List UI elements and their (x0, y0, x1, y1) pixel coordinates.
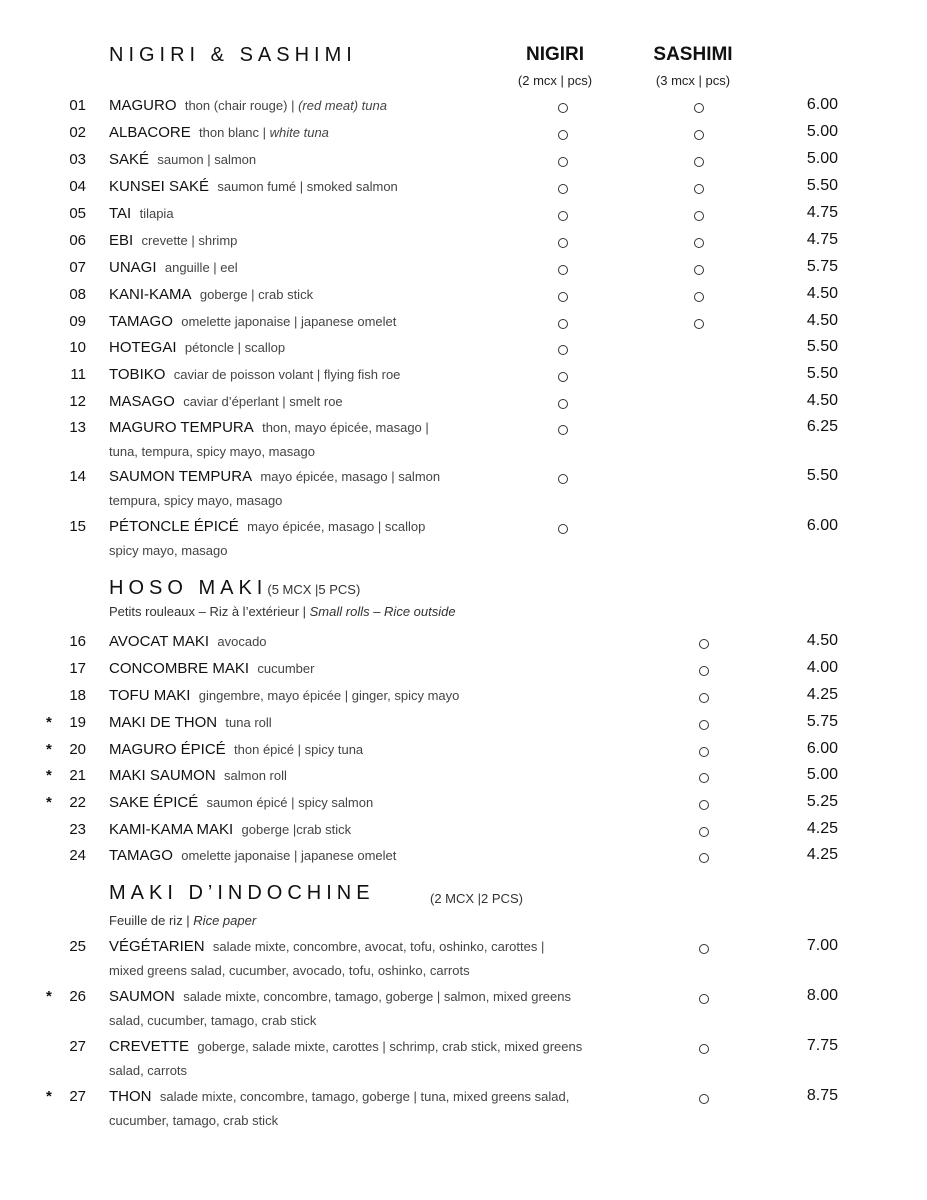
section-subtitle-maki-indochine: Feuille de riz | Rice paper (109, 913, 257, 928)
item-price: 5.75 (806, 713, 838, 730)
column-header-sashimi: SASHIMI (653, 44, 733, 65)
item-description: mayo épicée, masago | scallop (247, 519, 426, 534)
sashimi-available-icon (699, 944, 709, 954)
item-price: 4.75 (806, 204, 838, 221)
item-price: 4.50 (806, 392, 838, 409)
item-description-continued: tempura, spicy mayo, masago (109, 493, 283, 508)
nigiri-available-icon (558, 372, 568, 382)
item-description: caviar de poisson volant | flying fish roe (173, 367, 401, 382)
menu-item (109, 684, 609, 708)
item-number: 07 (69, 259, 86, 276)
sashimi-available-icon (699, 720, 709, 730)
item-description: omelette japonaise | japanese omelet (181, 848, 397, 863)
spicy-marker: * (46, 1088, 52, 1105)
spicy-marker: * (46, 714, 52, 731)
item-price: 7.00 (806, 937, 838, 954)
sashimi-available-icon (699, 693, 709, 703)
menu-item (109, 148, 609, 172)
section-title-nigiri-sashimi: NIGIRI & SASHIMI (109, 44, 357, 66)
section-suffix: (5 MCX |5 PCS) (267, 582, 361, 597)
item-name: TOFU MAKI (109, 687, 191, 704)
item-number: 18 (69, 687, 86, 704)
item-description: crevette | shrimp (141, 233, 238, 248)
item-description: saumon | salmon (157, 152, 257, 167)
nigiri-available-icon (558, 238, 568, 248)
item-number: 27 (69, 1038, 86, 1055)
item-name: KUNSEI SAKÉ (109, 178, 210, 195)
item-number: 13 (69, 419, 86, 436)
item-name: TOBIKO (109, 366, 166, 383)
item-description: omelette japonaise | japanese omelet (181, 314, 397, 329)
section-suffix-maki-indochine: (2 MCX |2 PCS) (430, 891, 523, 906)
spicy-marker: * (46, 794, 52, 811)
item-price: 6.00 (806, 517, 838, 534)
item-description-en: (red meat) tuna (298, 98, 387, 113)
item-description-continued: cucumber, tamago, crab stick (109, 1113, 279, 1128)
item-price: 5.25 (806, 793, 838, 810)
menu-item (109, 935, 609, 983)
menu-item (109, 711, 609, 735)
item-number: 17 (69, 660, 86, 677)
nigiri-available-icon (558, 292, 568, 302)
item-description-continued: salad, cucumber, tamago, crab stick (109, 1013, 317, 1028)
item-description: thon épicé | spicy tuna (234, 742, 364, 757)
item-name: AVOCAT MAKI (109, 633, 210, 650)
item-name: MAGURO TEMPURA (109, 419, 254, 436)
menu-item (109, 791, 609, 815)
sashimi-available-icon (699, 800, 709, 810)
item-description: saumon fumé | smoked salmon (217, 179, 398, 194)
menu-item (109, 1085, 609, 1133)
item-price: 6.00 (806, 740, 838, 757)
item-number: 15 (69, 518, 86, 535)
menu-item (109, 94, 609, 118)
column-subheader-nigiri: (2 mcx | pcs) (517, 73, 593, 88)
menu-item (109, 844, 609, 868)
spicy-marker: * (46, 741, 52, 758)
item-name: CREVETTE (109, 1038, 190, 1055)
menu-item (109, 202, 609, 226)
menu-item (109, 310, 609, 334)
nigiri-available-icon (558, 265, 568, 275)
menu-item (109, 283, 609, 307)
item-description: tilapia (139, 206, 174, 221)
sashimi-available-icon (699, 1094, 709, 1104)
item-number: 25 (69, 938, 86, 955)
item-number: 20 (69, 741, 86, 758)
sashimi-available-icon (694, 130, 704, 140)
item-name: TAI (109, 205, 132, 222)
nigiri-available-icon (558, 345, 568, 355)
item-description: salmon roll (224, 768, 287, 783)
item-number: 08 (69, 286, 86, 303)
nigiri-available-icon (558, 184, 568, 194)
sashimi-available-icon (694, 238, 704, 248)
item-name: MAKI DE THON (109, 714, 218, 731)
item-number: 14 (69, 468, 86, 485)
menu-item (109, 515, 609, 563)
item-name: SAKE ÉPICÉ (109, 794, 199, 811)
item-price: 4.50 (806, 285, 838, 302)
item-price: 4.50 (806, 312, 838, 329)
sashimi-available-icon (694, 292, 704, 302)
sashimi-available-icon (699, 827, 709, 837)
item-number: 12 (69, 393, 86, 410)
item-price: 5.75 (806, 258, 838, 275)
item-name: KAMI-KAMA MAKI (109, 821, 234, 838)
sashimi-available-icon (694, 211, 704, 221)
item-description: goberge | crab stick (199, 287, 314, 302)
item-number: 02 (69, 124, 86, 141)
item-number: 16 (69, 633, 86, 650)
nigiri-available-icon (558, 103, 568, 113)
menu-item (109, 416, 609, 464)
nigiri-available-icon (558, 474, 568, 484)
item-name: SAUMON (109, 988, 175, 1005)
item-price: 5.00 (806, 123, 838, 140)
menu-item (109, 985, 609, 1033)
nigiri-available-icon (558, 319, 568, 329)
section-subtitle-hoso-maki: Petits rouleaux – Riz à l’extérieur | Small rolls – Rice outside (109, 604, 456, 619)
item-name: ALBACORE (109, 124, 191, 141)
menu-item (109, 121, 609, 145)
menu-item (109, 1035, 609, 1083)
nigiri-available-icon (558, 157, 568, 167)
menu-item (109, 818, 609, 842)
item-price: 4.50 (806, 632, 838, 649)
nigiri-available-icon (558, 211, 568, 221)
item-description: mayo épicée, masago | salmon (260, 469, 441, 484)
item-price: 8.75 (806, 1087, 838, 1104)
menu-item (109, 657, 609, 681)
item-description: salade mixte, concombre, tamago, goberge | salmon, mixed greens (183, 989, 571, 1004)
item-price: 4.25 (806, 686, 838, 703)
item-number: 26 (69, 988, 86, 1005)
item-description-continued: spicy mayo, masago (109, 543, 228, 558)
item-price: 7.75 (806, 1037, 838, 1054)
item-price: 8.00 (806, 987, 838, 1004)
item-price: 4.25 (806, 820, 838, 837)
menu-item (109, 336, 609, 360)
menu-item (109, 390, 609, 414)
item-number: 01 (69, 97, 86, 114)
item-name: HOTEGAI (109, 339, 177, 356)
item-number: 23 (69, 821, 86, 838)
sashimi-available-icon (694, 157, 704, 167)
menu-item (109, 175, 609, 199)
item-description-continued: mixed greens salad, cucumber, avocado, tofu, oshinko, carrots (109, 963, 470, 978)
item-description: thon blanc | (199, 125, 270, 140)
item-number: 04 (69, 178, 86, 195)
item-description: tuna roll (225, 715, 272, 730)
sashimi-available-icon (699, 666, 709, 676)
item-number: 27 (69, 1088, 86, 1105)
item-description: thon, mayo épicée, masago | (262, 420, 429, 435)
sashimi-available-icon (699, 639, 709, 649)
item-description-continued: tuna, tempura, spicy mayo, masago (109, 444, 315, 459)
item-name: KANI-KAMA (109, 286, 192, 303)
item-name: VÉGÉTARIEN (109, 938, 205, 955)
sashimi-available-icon (694, 319, 704, 329)
sashimi-available-icon (694, 265, 704, 275)
item-price: 4.00 (806, 659, 838, 676)
item-description: saumon épicé | spicy salmon (206, 795, 374, 810)
menu-item (109, 229, 609, 253)
item-name: MASAGO (109, 393, 175, 410)
item-description: gingembre, mayo épicée | ginger, spicy mayo (198, 688, 460, 703)
menu-item (109, 738, 609, 762)
column-header-nigiri: NIGIRI (525, 44, 585, 65)
spicy-marker: * (46, 988, 52, 1005)
sashimi-available-icon (699, 773, 709, 783)
item-number: 21 (69, 767, 86, 784)
item-number: 09 (69, 313, 86, 330)
column-subheader-sashimi: (3 mcx | pcs) (655, 73, 731, 88)
sashimi-available-icon (694, 184, 704, 194)
item-number: 06 (69, 232, 86, 249)
spicy-marker: * (46, 767, 52, 784)
section-title-maki-indochine: MAKI D’INDOCHINE (109, 882, 375, 904)
item-description: avocado (217, 634, 267, 649)
item-description: pétoncle | scallop (184, 340, 286, 355)
item-number: 19 (69, 714, 86, 731)
sashimi-available-icon (699, 747, 709, 757)
nigiri-available-icon (558, 524, 568, 534)
menu-item (109, 363, 609, 387)
item-price: 6.00 (806, 96, 838, 113)
item-name: SAUMON TEMPURA (109, 468, 253, 485)
item-price: 5.50 (806, 338, 838, 355)
item-price: 4.25 (806, 846, 838, 863)
item-description: thon (chair rouge) | (184, 98, 299, 113)
item-name: MAGURO (109, 97, 177, 114)
item-description-en: white tuna (269, 125, 329, 140)
item-name: MAKI SAUMON (109, 767, 216, 784)
item-price: 5.00 (806, 150, 838, 167)
item-description: goberge |crab stick (241, 822, 352, 837)
nigiri-available-icon (558, 130, 568, 140)
item-name: UNAGI (109, 259, 157, 276)
nigiri-available-icon (558, 425, 568, 435)
item-price: 5.50 (806, 177, 838, 194)
item-number: 03 (69, 151, 86, 168)
nigiri-available-icon (558, 399, 568, 409)
item-description: cucumber (257, 661, 315, 676)
menu-item (109, 256, 609, 280)
item-price: 5.50 (806, 365, 838, 382)
item-description: salade mixte, concombre, tamago, goberge | tuna, mixed greens salad, (159, 1089, 570, 1104)
item-name: THON (109, 1088, 152, 1105)
item-number: 05 (69, 205, 86, 222)
item-description-continued: salad, carrots (109, 1063, 188, 1078)
item-price: 6.25 (806, 418, 838, 435)
item-name: MAGURO ÉPICÉ (109, 741, 226, 758)
sashimi-available-icon (699, 1044, 709, 1054)
section-title-hoso-maki: HOSO MAKI(5 MCX |5 PCS) (109, 577, 361, 599)
item-price: 5.00 (806, 766, 838, 783)
item-name: TAMAGO (109, 313, 173, 330)
item-price: 5.50 (806, 467, 838, 484)
item-description: goberge, salade mixte, carottes | schrimp, crab stick, mixed greens (197, 1039, 583, 1054)
sashimi-available-icon (694, 103, 704, 113)
item-name: SAKÉ (109, 151, 150, 168)
item-description: salade mixte, concombre, avocat, tofu, oshinko, carottes | (212, 939, 545, 954)
item-number: 22 (69, 794, 86, 811)
item-number: 11 (70, 366, 86, 383)
item-name: CONCOMBRE MAKI (109, 660, 250, 677)
menu-item (109, 465, 609, 513)
item-name: PÉTONCLE ÉPICÉ (109, 518, 239, 535)
item-number: 10 (69, 339, 86, 356)
menu-item (109, 630, 609, 654)
item-description: caviar d’éperlant | smelt roe (183, 394, 343, 409)
item-name: TAMAGO (109, 847, 173, 864)
sashimi-available-icon (699, 853, 709, 863)
item-number: 24 (69, 847, 86, 864)
menu-item (109, 764, 609, 788)
item-description: anguille | eel (164, 260, 238, 275)
item-name: EBI (109, 232, 134, 249)
sashimi-available-icon (699, 994, 709, 1004)
item-price: 4.75 (806, 231, 838, 248)
